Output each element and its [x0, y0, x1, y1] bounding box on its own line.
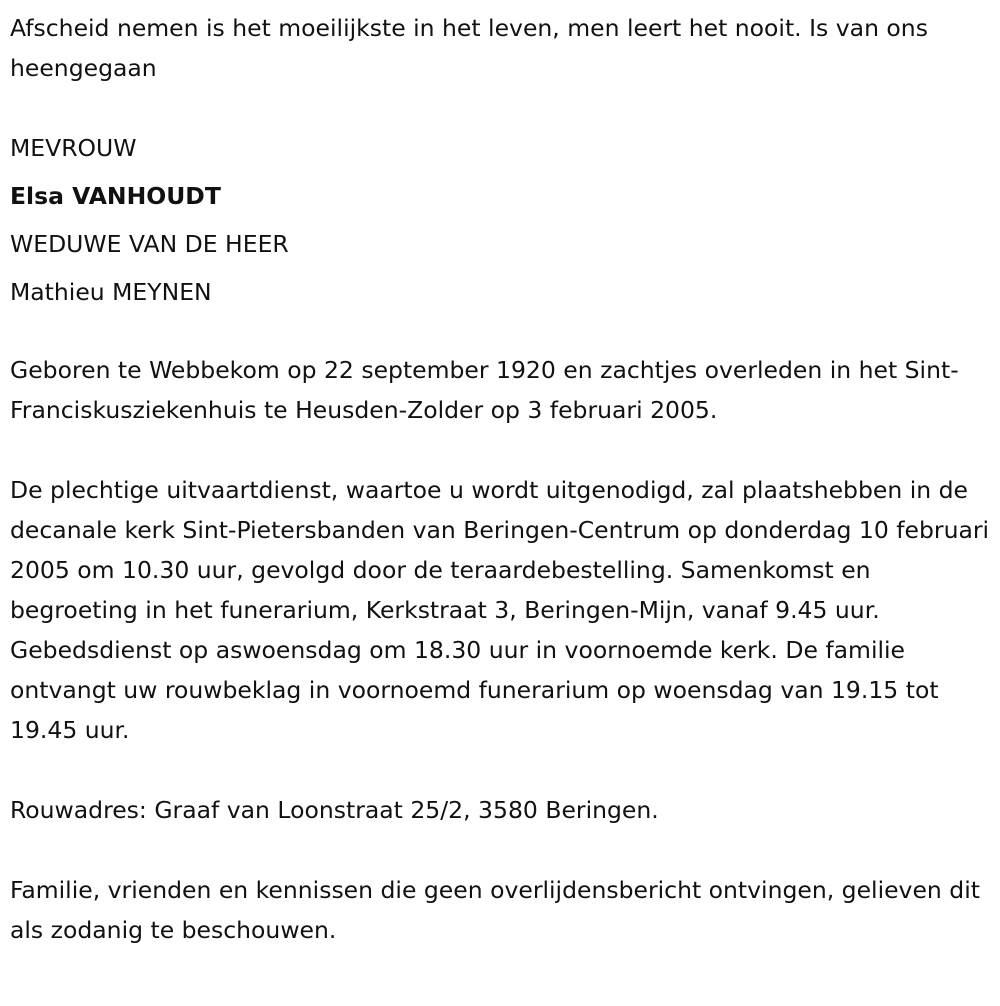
deceased-name: Elsa VANHOUDT: [10, 182, 221, 210]
address-text: Rouwadres: Graaf van Loonstraat 25/2, 3580 Beringen.: [10, 796, 659, 824]
spouse-name: Mathieu MEYNEN: [10, 278, 212, 306]
widow-of-label: WEDUWE VAN DE HEER: [10, 230, 289, 258]
funeral-text: De plechtige uitvaartdienst, waartoe u wordt uitgenodigd, zal plaatshebben in de decanale kerk Sint-Pietersbanden van Beringen-Centrum op donderdag 10 februari 2005 om 10.30 uur, gevolgd door de teraardebestelling. Samenkomst en begroeting in het funerarium, Kerkstraat 3, Beringen-Mijn, vanaf 9.45 uur. Gebedsdienst op aswoensdag om 18.30 uur in voornoemde kerk. De familie ontvangt uw rouwbeklag in voornoemd funerarium op woensdag van 19.15 tot 19.45 uur.: [10, 476, 990, 744]
obituary-document: [10, 8, 995, 950]
title-prefix: MEVROUW: [10, 134, 137, 162]
intro-text: Afscheid nemen is het moeilijkste in het leven, men leert het nooit. Is van ons heengegaan: [10, 14, 928, 82]
birth-death-text: Geboren te Webbekom op 22 september 1920 en zachtjes overleden in het Sint-Franciskusziekenhuis te Heusden-Zolder op 3 februari 2005.: [10, 356, 959, 424]
closing-text: Familie, vrienden en kennissen die geen overlijdensbericht ontvingen, gelieven dit als zodanig te beschouwen.: [10, 876, 980, 944]
